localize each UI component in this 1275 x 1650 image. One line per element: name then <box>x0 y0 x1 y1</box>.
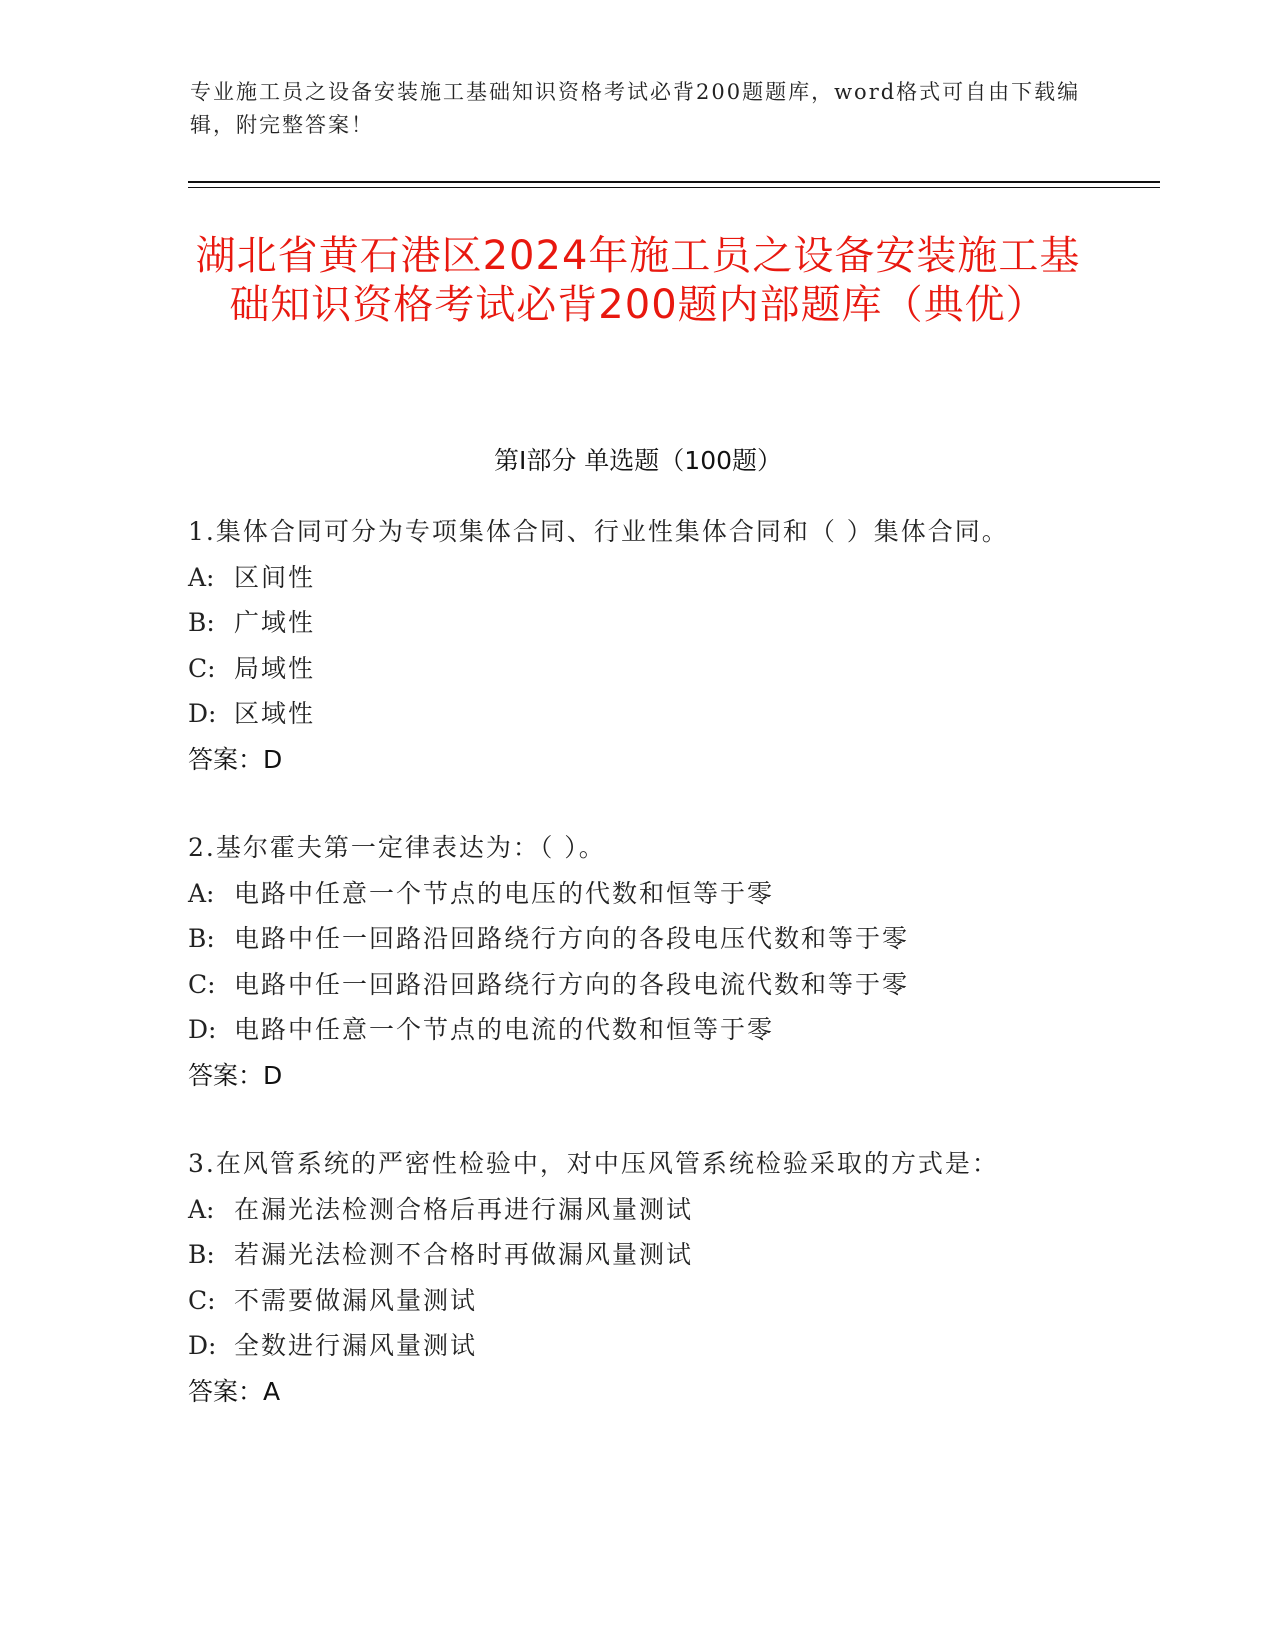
option-a <box>188 1187 1188 1233</box>
option-c <box>188 962 1188 1008</box>
option-a <box>188 555 1188 601</box>
option-key: A: <box>188 1194 215 1224</box>
option-key: B: <box>188 608 215 637</box>
question-block <box>188 1141 1188 1414</box>
option-key: A: <box>188 878 215 908</box>
option-text: 不需要做漏风量测试 <box>234 1285 478 1315</box>
option-key: B: <box>188 924 215 953</box>
option-key: D: <box>188 1331 217 1360</box>
option-a <box>188 871 1188 917</box>
option-text: 在漏光法检测合格后再进行漏风量测试 <box>234 1194 694 1224</box>
option-b <box>188 600 1188 646</box>
question-stem: 2.基尔霍夫第一定律表达为：（ ）。 <box>188 833 606 862</box>
answer-line: 答案：D <box>188 744 283 774</box>
option-text: 电路中任意一个节点的电流的代数和恒等于零 <box>234 1015 775 1044</box>
option-key: A: <box>188 562 215 592</box>
option-key: D: <box>188 1015 217 1044</box>
option-key: C: <box>188 653 216 683</box>
header-rule-thin <box>188 187 1160 188</box>
option-text: 电路中任一回路沿回路绕行方向的各段电压代数和等于零 <box>234 924 910 953</box>
option-key: C: <box>188 1285 216 1315</box>
option-text: 若漏光法检测不合格时再做漏风量测试 <box>234 1240 694 1269</box>
option-c <box>188 646 1188 692</box>
option-key: C: <box>188 969 216 999</box>
option-key: D: <box>188 699 217 728</box>
section-heading: 第I部分 单选题（100题） <box>493 446 783 475</box>
option-text: 区域性 <box>234 699 316 728</box>
header-note: 专业施工员之设备安装施工基础知识资格考试必背200题题库，word格式可自由下载编辑，附完整答案！ <box>190 80 1081 137</box>
option-text: 区间性 <box>234 562 316 592</box>
answer-line: 答案：D <box>188 1060 283 1090</box>
option-text: 全数进行漏风量测试 <box>234 1331 478 1360</box>
option-c <box>188 1278 1188 1324</box>
option-b <box>188 916 1188 962</box>
question-block <box>188 825 1188 1098</box>
option-d <box>188 691 1188 737</box>
option-text: 电路中任意一个节点的电压的代数和恒等于零 <box>234 878 775 908</box>
question-stem: 3.在风管系统的严密性检验中，对中压风管系统检验采取的方式是： <box>188 1149 999 1178</box>
option-text: 局域性 <box>234 653 316 683</box>
question-stem: 1.集体合同可分为专项集体合同、行业性集体合同和（ ）集体合同。 <box>188 517 1009 546</box>
option-key: B: <box>188 1240 215 1269</box>
answer-line: 答案：A <box>188 1376 281 1406</box>
question-block <box>188 509 1188 782</box>
option-d <box>188 1007 1188 1053</box>
document-title: 湖北省黄石港区2024年施工员之设备安装施工基础知识资格考试必背200题内部题库（典优） <box>195 233 1081 328</box>
option-d <box>188 1323 1188 1369</box>
header-rule-thick <box>188 181 1160 183</box>
option-b <box>188 1232 1188 1278</box>
option-text: 电路中任一回路沿回路绕行方向的各段电流代数和等于零 <box>234 969 910 999</box>
option-text: 广域性 <box>234 608 316 637</box>
